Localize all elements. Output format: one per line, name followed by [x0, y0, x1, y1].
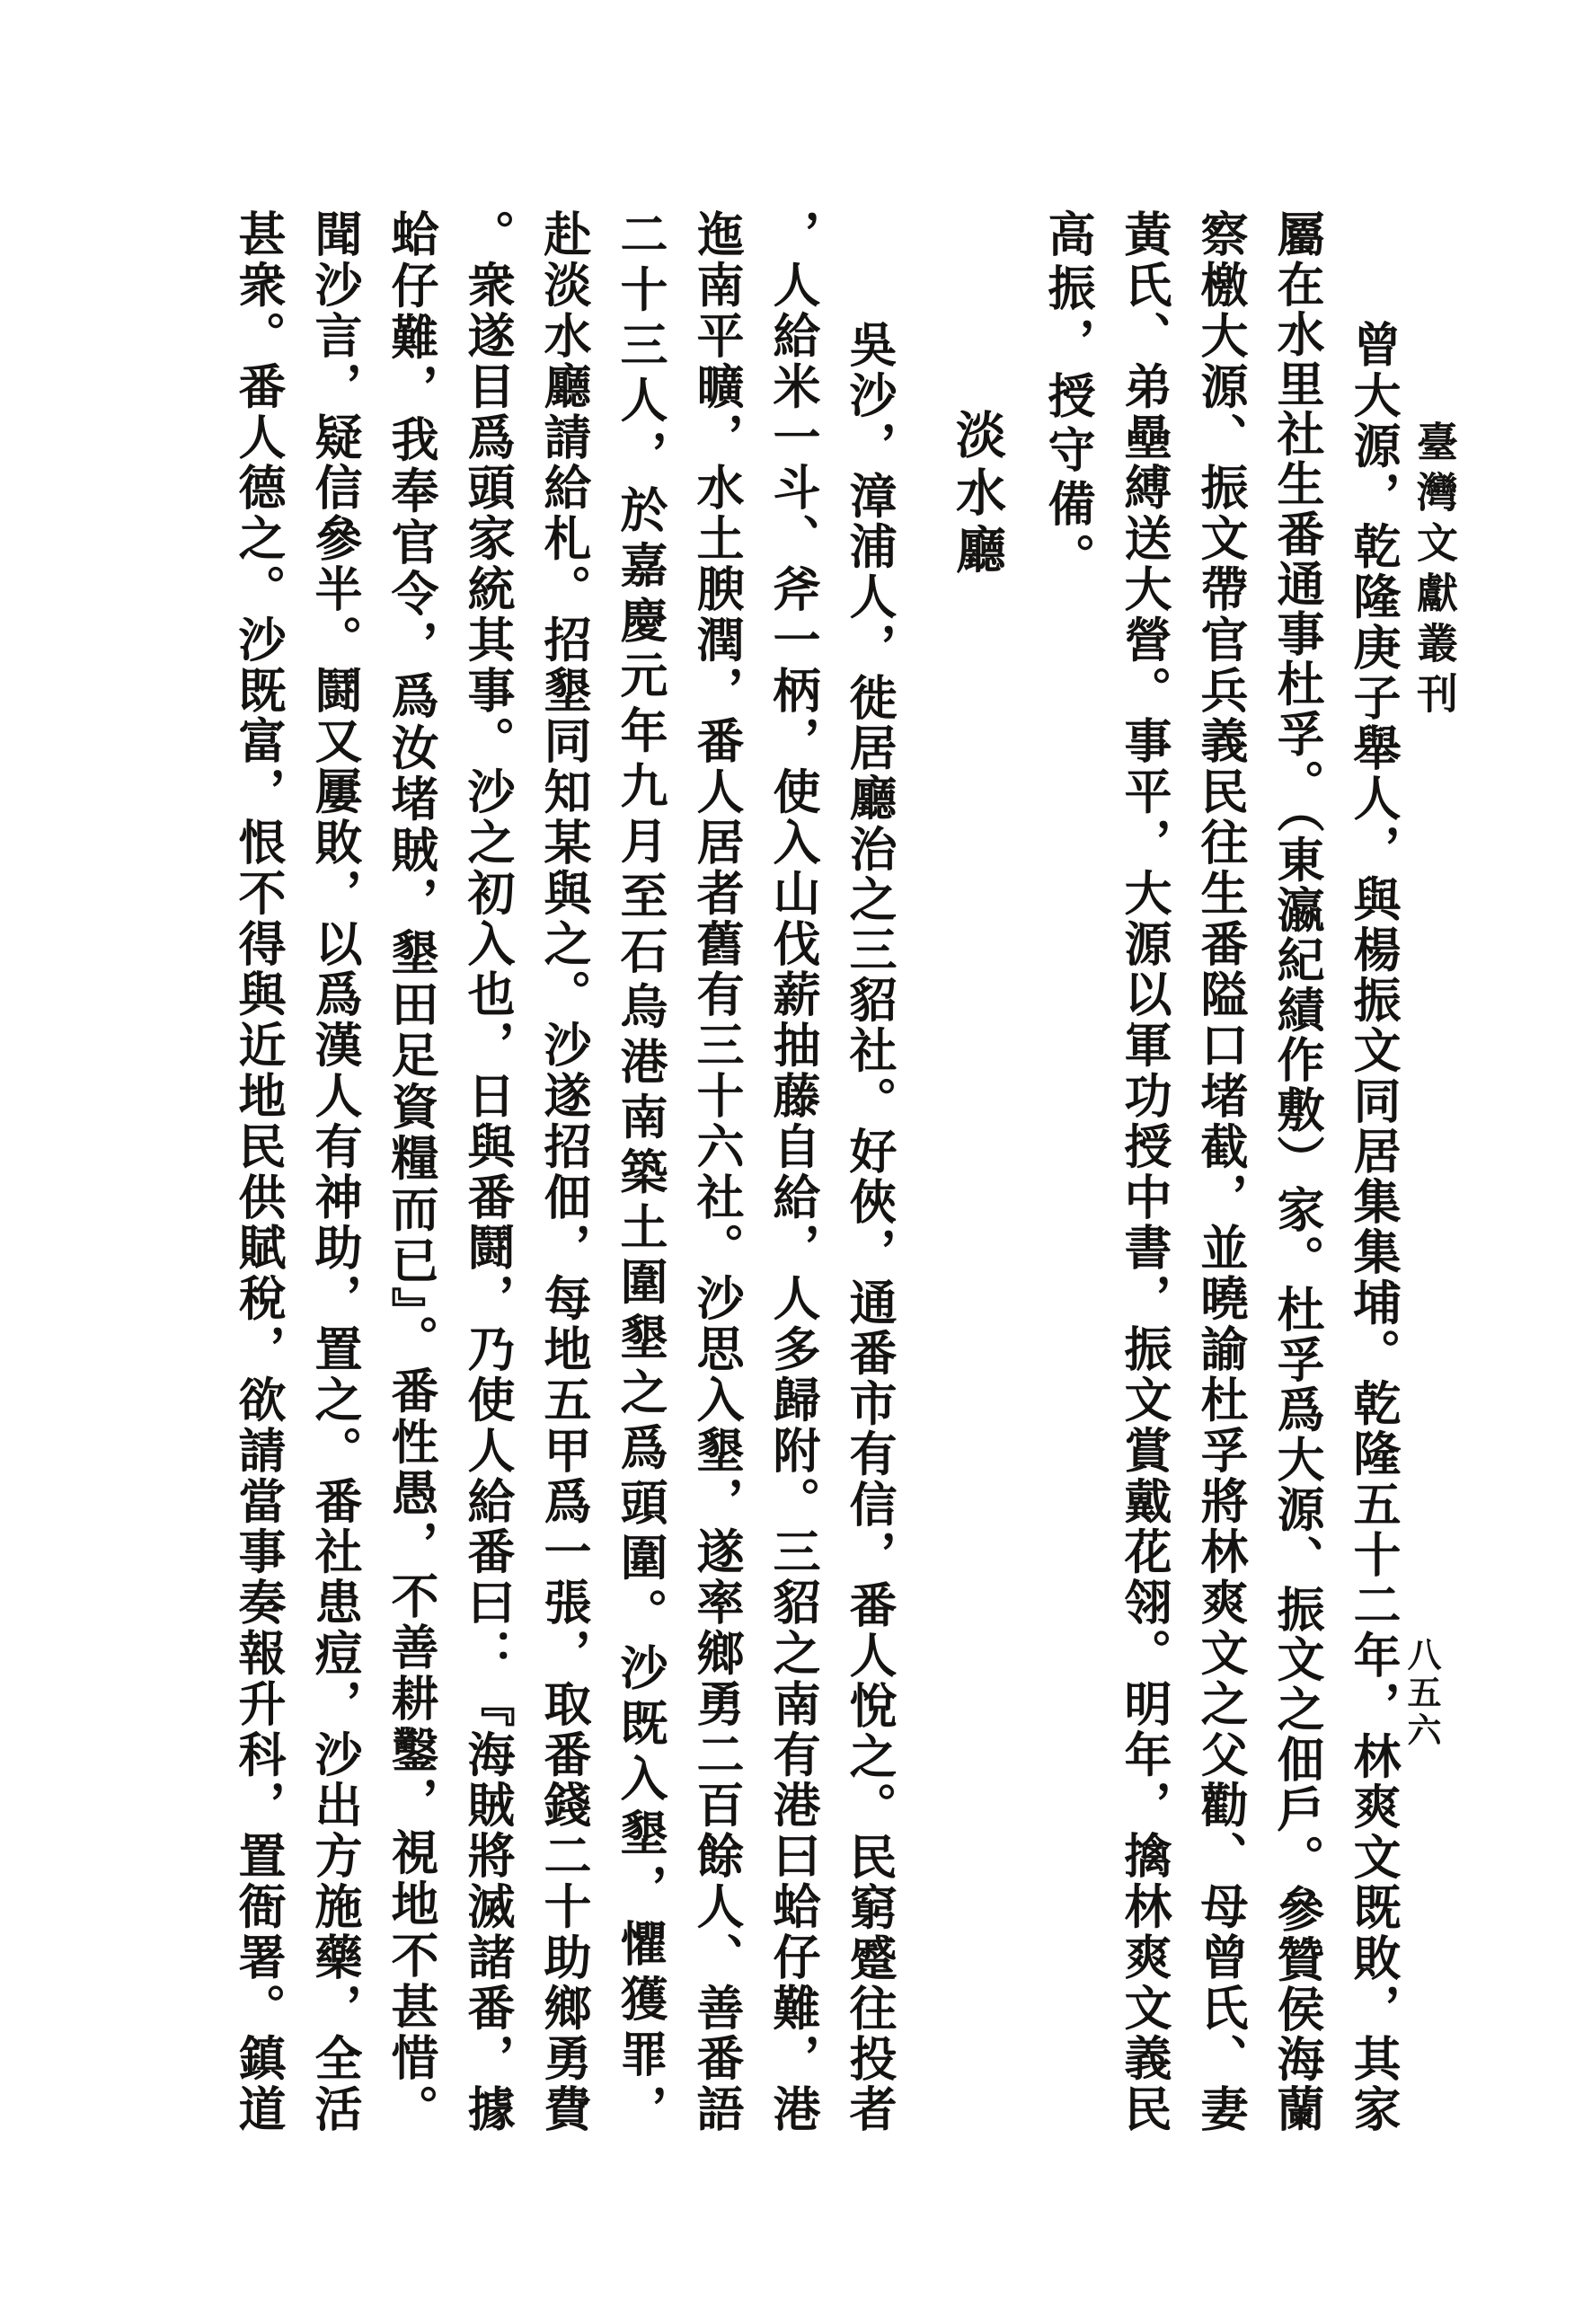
text-column: ，人給米一斗、斧一柄，使入山伐薪抽藤自給，人多歸附。三貂之南有港曰蛤仔難，港 — [765, 209, 821, 2132]
text-column: 。衆遂目爲頭家統其事。沙之初入也，日與番鬪，乃使人給番曰：『海賊將滅諸番，據 — [460, 209, 516, 2132]
text-column: 二十三人，於嘉慶元年九月至石烏港南築土圍墾之爲頭圍。沙既入墾，懼獲罪， — [613, 209, 668, 2132]
text-column: 察檄大源、振文帶官兵義民往生番隘口堵截，並曉諭杜孚將林爽文之父勸、母曾氏、妻 — [1193, 209, 1249, 2132]
section-heading-danshui-ting: 淡水廳 — [948, 409, 1007, 581]
entry-start-column-wu-sha: 吳沙，漳浦人，徙居廳治之三貂社。好俠，通番市有信，番人悅之。民窮蹙往投者 — [842, 320, 898, 2132]
text-column: 甚衆。番人德之。沙既富，恨不得與近地民供賦稅，欲請當事奏報升科，置衙署。鎮道 — [231, 209, 287, 2132]
page-number: 八五六 — [1402, 1637, 1442, 1750]
text-column: 迤南平曠，水土腴潤，番人居者舊有三十六社。沙思入墾，遂率鄉勇二百餘人、善番語 — [689, 209, 745, 2132]
text-column: 黃氏、弟壘縛送大營。事平，大源以軍功授中書，振文賞戴花翎。明年，擒林爽文義民 — [1117, 209, 1172, 2132]
text-column: 屬在水里社生番通事杜孚。（東瀛紀績作敷）家。杜孚爲大源、振文之佃戶。參贊侯海蘭 — [1269, 209, 1325, 2132]
text-column: 蛤仔難，我奉官令，爲汝堵賊，墾田足資糧而已』。番性愚，不善耕鑿，視地不甚惜。 — [384, 209, 439, 2132]
entry-start-column-zeng-dayuan: 曾大源，乾隆庚子舉人，與楊振文同居集集埔。乾隆五十二年，林爽文既敗，其家 — [1346, 320, 1402, 2132]
text-column: 赴淡水廳請給札。招墾同知某與之。沙遂招佃，每地五甲爲一張，取番錢二十助鄉勇費 — [536, 209, 592, 2132]
text-column: 聞沙言，疑信參半。鬪又屢敗，以爲漢人有神助，置之。番社患痘，沙出方施藥，全活 — [307, 209, 363, 2132]
series-title: 臺灣文獻叢刊 — [1411, 420, 1459, 722]
text-column-short: 高振，授守備。 — [1040, 209, 1096, 587]
main-text-block — [157, 209, 1402, 2132]
